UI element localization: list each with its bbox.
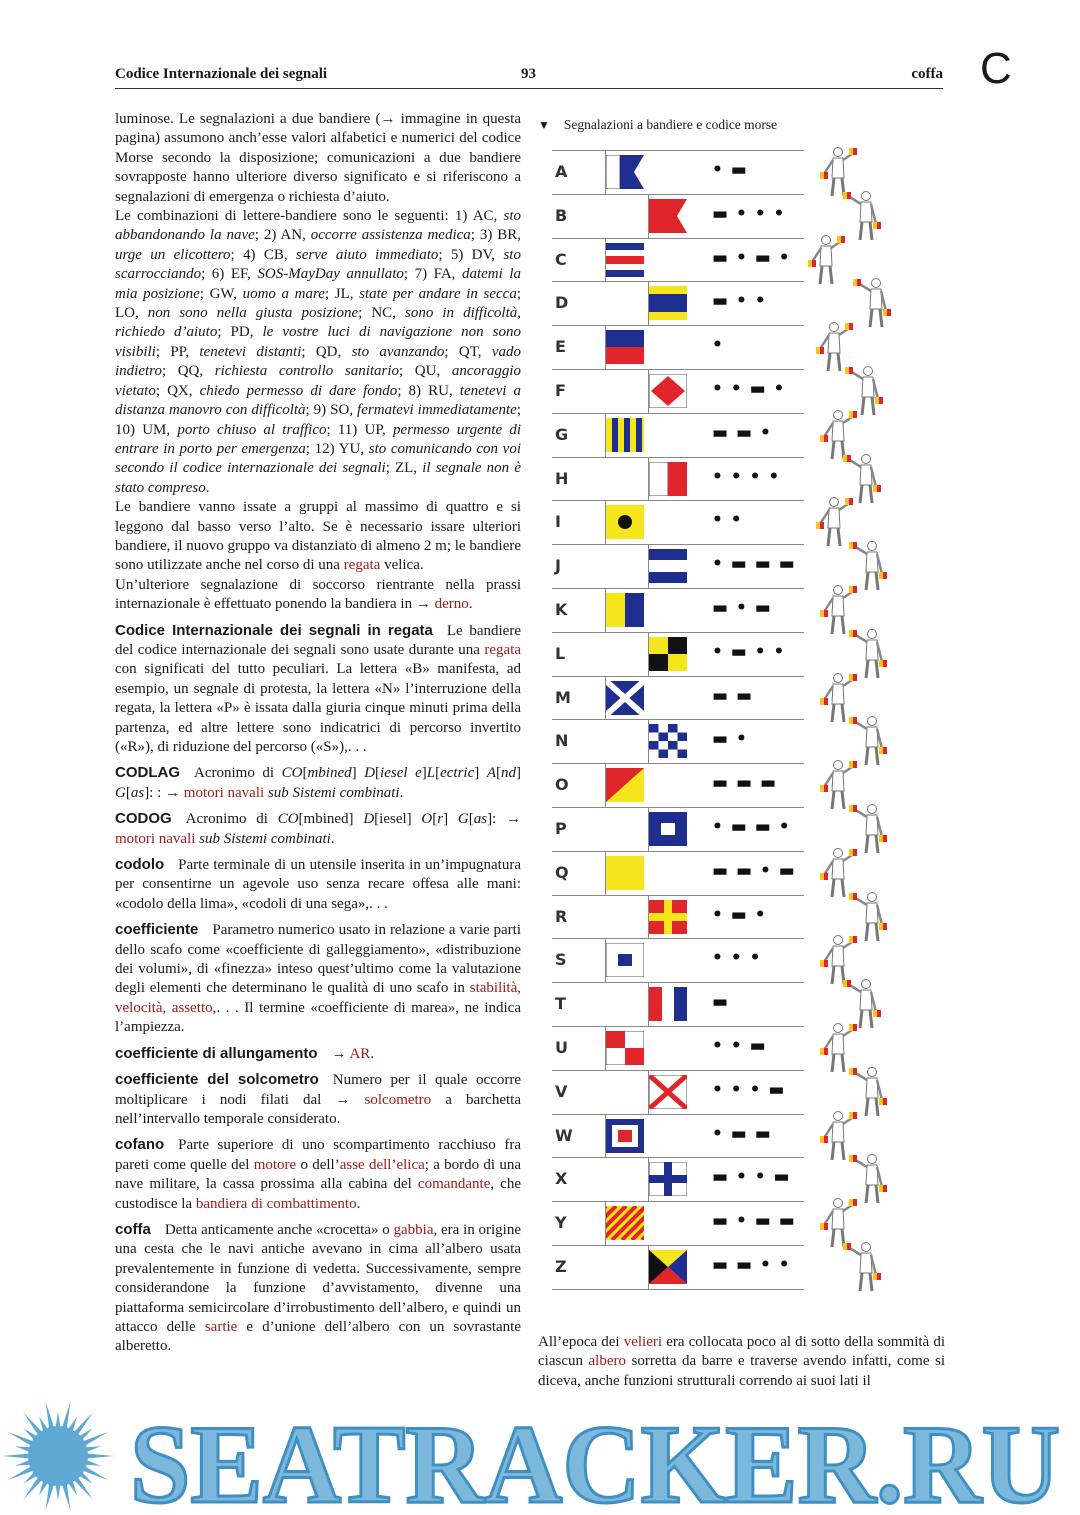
- italic-text: urge un elicottero: [115, 246, 231, 263]
- italic-text: porto chiuso al traffico: [177, 421, 327, 438]
- row-letter: N: [555, 731, 569, 751]
- italic-text: ancoraggio vietato: [115, 363, 521, 399]
- italic-text: as: [130, 784, 145, 801]
- signal-flag-q-icon: [606, 856, 644, 890]
- row-letter: B: [555, 205, 568, 225]
- italic-text: occorre assistenza medica: [310, 227, 471, 244]
- signal-flag-v-icon: [649, 1075, 687, 1109]
- signal-flag-p-icon: [649, 812, 687, 846]
- text: ; QT,: [444, 343, 492, 360]
- row-divider: [552, 1114, 804, 1115]
- semaphore-figure-icon: [802, 232, 850, 288]
- italic-text: D: [364, 765, 376, 782]
- text: con significati del tutto peculiari. La lettera «B» manifesta, ad esempio, un segnale di protesta, la lettera «N» l’interruzione della regata, la lettera «P» è issata dalla giuria cinque minuti prima della partenza, ed altre lettere sono indicatrici di percorso invertito («R»), di riduzione del percorso («S»),. . .: [115, 661, 521, 755]
- italic-text: vado indietro: [115, 343, 521, 380]
- morse-code: ▬ ▬ • •: [712, 1254, 791, 1275]
- caption-triangle-icon: ▼: [538, 118, 550, 132]
- italic-text: CO: [281, 765, 303, 782]
- dictionary-entry: [115, 1135, 521, 1214]
- row-divider: [552, 1245, 804, 1246]
- cross-reference-link[interactable]: derno: [434, 596, 469, 613]
- cross-reference-link[interactable]: comandante: [417, 1176, 491, 1193]
- dictionary-entry: [115, 855, 521, 914]
- row-letter: D: [555, 293, 569, 313]
- dictionary-entry: [115, 1070, 521, 1129]
- row-letter: U: [555, 1037, 568, 1057]
- signal-flag-f-icon: [649, 374, 687, 408]
- entry-headword: CODLAG: [115, 764, 180, 782]
- morse-code: • • ▬ •: [712, 378, 786, 399]
- morse-code: ▬ • ▬ ▬: [712, 1211, 796, 1232]
- text: [: [375, 765, 381, 782]
- dictionary-entry: [115, 621, 521, 758]
- row-letter: L: [555, 643, 566, 663]
- dictionary-entry: [115, 809, 521, 849]
- signal-flag-c-icon: [606, 243, 644, 277]
- italic-text: sono in difficoltà, richiedo d’aiuto: [115, 305, 521, 341]
- morse-code: ▬ • •: [712, 291, 767, 312]
- semaphore-figure-icon: [852, 275, 900, 331]
- italic-text: ectric: [440, 765, 475, 782]
- text: ; JL,: [324, 285, 360, 302]
- text: [: [302, 765, 308, 782]
- text: ]: [474, 765, 487, 782]
- row-letter: J: [555, 556, 561, 576]
- row-letter: G: [555, 424, 569, 444]
- row-divider: [552, 588, 804, 589]
- text: ; QQ,: [161, 363, 215, 380]
- cross-reference-link[interactable]: motori navali: [183, 784, 265, 801]
- row-letter: T: [555, 994, 566, 1014]
- text: ]: →: [487, 811, 521, 828]
- text: Acronimo di: [185, 811, 278, 828]
- morse-code: ▬: [712, 992, 730, 1013]
- header-entry-word: coffa: [911, 66, 943, 82]
- text: ; QU,: [399, 363, 452, 380]
- text: [: [125, 784, 131, 801]
- text: Le combinazioni di lettere-bandiere sono le seguenti: 1) AC,: [115, 208, 504, 225]
- morse-code: • • • •: [712, 466, 781, 487]
- row-letter: I: [555, 512, 561, 532]
- text: ; 10) UM,: [115, 402, 521, 438]
- entry-headword: CODOG: [115, 810, 172, 828]
- text: →: [331, 1045, 350, 1062]
- morse-code: • ▬ • •: [712, 641, 786, 662]
- italic-text: state per andare in secca: [359, 285, 517, 302]
- row-divider: [552, 1157, 804, 1158]
- italic-text: richiesta controllo sanitario: [214, 363, 400, 380]
- text: [: [468, 811, 474, 828]
- text: Parametro numerico usato in relazione a varie parti dello scafo come «coefficiente di galleggiamento», «distribuzione dei volumi», di «finezza» inteso quest’ultimo come la valutazione degli elementi che determinano le qualità di uno scafo in: [115, 922, 521, 997]
- morse-code: ▬ ▬: [712, 685, 754, 706]
- cross-reference-link[interactable]: sartie: [204, 1318, 238, 1335]
- text: [mbined]: [298, 811, 364, 828]
- italic-text: G: [457, 811, 469, 828]
- morse-code: • • •: [712, 948, 762, 969]
- text: ; NC,: [358, 305, 405, 322]
- row-divider: [552, 1289, 804, 1290]
- text: Un’ulteriore segnalazione di soccorso rientrante nella prassi internazionale è effettuato ponendo la bandiera in →: [115, 576, 521, 613]
- text: ; 7) FA,: [403, 266, 462, 283]
- italic-text: sto scarrocciando: [115, 246, 521, 283]
- text: .: [330, 830, 335, 847]
- signal-flag-u-icon: [606, 1031, 644, 1065]
- text: ; QD,: [301, 343, 352, 360]
- text: ; 6) EF,: [201, 266, 258, 283]
- text: ; PP,: [155, 343, 200, 360]
- italic-text: L: [426, 765, 436, 782]
- text: ; PD,: [217, 324, 263, 341]
- semaphore-figure-icon: [842, 1239, 890, 1295]
- text: ; 3) BR,: [470, 227, 521, 244]
- cross-reference-link[interactable]: stabilità, velocità, assetto: [115, 980, 521, 1016]
- text: era collocata poco al di sotto della sommità di ciascun: [538, 1334, 946, 1370]
- text: .: [205, 479, 210, 496]
- signal-flag-t-icon: [649, 987, 687, 1021]
- dictionary-entry: [115, 1220, 521, 1357]
- italic-text: tenetevi a distanza manovro con difficoltà: [115, 382, 522, 419]
- text: .: [468, 596, 473, 613]
- italic-text: tenetevi distanti: [199, 343, 302, 360]
- dictionary-entry: [115, 920, 521, 1037]
- morse-code: ▬ ▬ ▬: [712, 773, 778, 794]
- left-text-column: [115, 110, 521, 1357]
- text: All’epoca dei: [538, 1334, 624, 1350]
- watermark-text: SEATRACKER.RU: [130, 1403, 1060, 1515]
- text: ]: [351, 765, 365, 782]
- morse-code: • ▬ ▬ •: [712, 816, 791, 837]
- signal-flag-n-icon: [649, 724, 687, 758]
- italic-text: CO: [277, 811, 299, 828]
- italic-text: as: [473, 811, 488, 828]
- italic-text: sto comunicando con voi secondo il codice internazionale dei segnali: [115, 440, 521, 477]
- header-section-title: Codice Internazionale dei segnali: [115, 66, 328, 82]
- signal-flag-l-icon: [649, 637, 687, 671]
- row-divider: [552, 150, 804, 151]
- entry-headword: coefficiente: [115, 921, 199, 939]
- text: Parte terminale di un utensile inserita in un’impugnatura per consentirne un agevole uso senza recare offesa alle mani: «codolo della lima», «codoli di una sega»,. . .: [115, 857, 521, 912]
- text: ; 5) DV,: [438, 246, 504, 263]
- entry-headword: coefficiente di allungamento: [115, 1044, 318, 1062]
- text: ; 2) AN,: [254, 227, 311, 244]
- text: o dell’: [296, 1156, 340, 1173]
- signal-flag-a-icon: [606, 155, 644, 189]
- row-letter: O: [555, 775, 569, 795]
- row-divider: [552, 982, 804, 983]
- page-number: 93: [521, 66, 536, 82]
- row-divider: [552, 851, 804, 852]
- row-divider: [552, 1070, 804, 1071]
- text: sorretta da barre e traverse avendo infatti, come si diceva, anche funzioni strutturali correndo ai suoi lati il: [538, 1353, 945, 1389]
- row-divider: [552, 194, 804, 195]
- text: [iesel]: [374, 811, 422, 828]
- italic-text: sto avanzando: [351, 343, 445, 360]
- italic-text: G: [115, 784, 126, 801]
- morse-code: • • • ▬: [712, 1079, 786, 1100]
- paragraph: [538, 1333, 945, 1391]
- text: e d’unione dell’albero con un sovrastante alberetto.: [115, 1318, 521, 1355]
- row-divider: [552, 500, 804, 501]
- row-letter: P: [555, 818, 567, 838]
- row-divider: [552, 238, 804, 239]
- text: luminose. Le segnalazioni a due bandiere (→ immagine in questa pagina) assumono anch’esse valori alfabetici e numerici del codice Morse secondo la disposizione; comunicazioni a due bandiere sovrapposte hanno ulteriore diverso significato e si riferiscono a segnalazioni di emergenza o richiesta d’aiuto.: [115, 111, 521, 205]
- italic-text: SOS-MayDay annullato: [257, 266, 404, 283]
- paragraph: [115, 110, 521, 207]
- text: ; a bordo di una nave militare, la cassa prossima alla cabina del: [115, 1156, 521, 1193]
- cross-reference-link[interactable]: bandiera di combattimento: [195, 1195, 357, 1212]
- italic-text: O: [421, 811, 433, 828]
- text: ; 9) SO,: [305, 402, 358, 419]
- row-divider: [552, 544, 804, 545]
- signal-flag-k-icon: [606, 593, 644, 627]
- cross-reference-link[interactable]: regata: [484, 641, 521, 658]
- text: .: [356, 1195, 361, 1212]
- row-letter: X: [555, 1169, 568, 1189]
- signal-flag-e-icon: [606, 330, 644, 364]
- row-letter: K: [555, 599, 568, 619]
- entry-headword: coefficiente del solcometro: [115, 1071, 319, 1089]
- italic-text: sub Sistemi combinati: [195, 830, 331, 847]
- row-divider: [552, 807, 804, 808]
- sunburst-logo-icon: [2, 1401, 114, 1510]
- entry-headword: codolo: [115, 856, 165, 874]
- thumb-index-letter: C: [980, 44, 1012, 93]
- caption-text: Segnalazioni a bandiere e codice morse: [563, 117, 778, 132]
- cross-reference-link[interactable]: gabbia: [393, 1221, 434, 1238]
- text: ; LO,: [115, 285, 522, 322]
- italic-text: D: [363, 811, 375, 828]
- italic-text: datemi la mia posizione: [115, 266, 521, 302]
- morse-code: ▬ ▬ •: [712, 422, 772, 443]
- italic-text: r: [437, 811, 444, 828]
- morse-code: ▬ • ▬ •: [712, 247, 791, 268]
- text: ; GW,: [199, 285, 243, 302]
- cross-reference-link[interactable]: asse dell’elica: [339, 1156, 425, 1173]
- signal-flag-h-icon: [649, 462, 687, 496]
- row-divider: [552, 938, 804, 939]
- signal-flag-x-icon: [649, 1162, 687, 1196]
- text: ; 11) UP,: [326, 421, 393, 438]
- right-text-column: [538, 1333, 945, 1391]
- morse-code: ▬ ▬ • ▬: [712, 860, 796, 881]
- text: Le bandiere del codice internazionale dei segnali sono usate durante una: [115, 622, 521, 658]
- cross-reference-link[interactable]: AR: [349, 1045, 371, 1062]
- italic-text: permesso urgente di entrare in porto per emergenza: [115, 421, 522, 457]
- row-letter: Q: [555, 862, 569, 882]
- text: ; 8) RU,: [397, 382, 460, 399]
- morse-code: ▬ •: [712, 729, 748, 750]
- dictionary-entry: [115, 1044, 521, 1064]
- italic-text: mbined: [307, 765, 352, 782]
- flag-row-d: [552, 281, 912, 325]
- italic-text: il segnale non è stato compreso: [115, 460, 521, 496]
- morse-code: • ▬: [712, 160, 748, 180]
- cross-reference-link[interactable]: motori navali: [115, 830, 196, 847]
- morse-code: • ▬ ▬ ▬: [712, 554, 796, 575]
- text: ; QX,: [155, 382, 200, 399]
- paragraph: [115, 576, 521, 615]
- row-divider: [552, 1026, 804, 1027]
- row-letter: S: [555, 950, 567, 970]
- row-letter: E: [555, 337, 566, 357]
- text: .: [399, 784, 404, 801]
- row-divider: [552, 719, 804, 720]
- text: ; ZL,: [385, 460, 423, 477]
- row-divider: [552, 457, 804, 458]
- flag-row-h: [552, 457, 912, 501]
- text: Le bandiere vanno issate a gruppi al massimo di quattro e si leggono dal basso verso l’alto. Se è necessario issare ulteriori bandiere, il nuovo gruppo va distanziato di almeno 2 m; le bandiere sono utilizzate anche nel corso di una: [115, 499, 521, 574]
- text: [: [432, 811, 438, 828]
- text: , era in origine una cesta che le navi antiche avevano in cima all’albero usata prevalentemente in funzione di vedetta. Successivamente, sempre considerandone la funzione d’avvistamento, divenne una piattaforma semicircolare d’irrobustimento dell’albero, e quindi un attacco delle: [115, 1221, 521, 1335]
- row-letter: F: [555, 380, 566, 400]
- italic-text: serve aiuto immediato: [295, 246, 439, 263]
- italic-text: nd: [501, 765, 516, 782]
- signal-flag-j-icon: [649, 549, 687, 583]
- cross-reference-link[interactable]: motore: [253, 1156, 297, 1173]
- signal-flag-d-icon: [649, 286, 687, 320]
- signal-flag-g-icon: [606, 418, 644, 452]
- text: .: [370, 1045, 375, 1062]
- paragraph: [115, 498, 521, 576]
- italic-text: A: [486, 765, 496, 782]
- text: ; 4) CB,: [230, 246, 296, 263]
- signal-flag-o-icon: [606, 768, 644, 802]
- text: ]: [421, 765, 427, 782]
- watermark: [0, 1398, 1080, 1515]
- row-letter: Z: [555, 1256, 567, 1276]
- italic-text: iesel e: [380, 765, 422, 782]
- row-letter: W: [555, 1125, 573, 1145]
- row-divider: [552, 632, 804, 633]
- text: ,. . . Il termine «coefficiente di marea», ne indica l’ampiezza.: [115, 999, 521, 1036]
- morse-code: • •: [712, 510, 743, 531]
- signal-flag-i-icon: [606, 505, 644, 539]
- row-divider: [552, 895, 804, 896]
- signal-flag-m-icon: [606, 681, 644, 715]
- row-divider: [552, 676, 804, 677]
- morse-code: • • ▬: [712, 1035, 767, 1056]
- signal-flag-r-icon: [649, 900, 687, 934]
- text: Detta anticamente anche «crocetta» o: [164, 1221, 394, 1238]
- morse-code: • ▬ ▬: [712, 1123, 772, 1144]
- morse-code: ▬ • ▬: [712, 597, 772, 618]
- entry-headword: Codice Internazionale dei segnali in regata: [115, 621, 433, 639]
- row-divider: [552, 369, 804, 370]
- cross-reference-link[interactable]: regata: [343, 557, 381, 574]
- morse-code: •: [712, 335, 724, 356]
- row-letter: H: [555, 468, 569, 488]
- cross-reference-link[interactable]: velieri: [623, 1334, 663, 1350]
- italic-text: non sono nella giusta posizione: [147, 305, 359, 322]
- row-letter: M: [555, 687, 571, 707]
- morse-code: ▬ • • •: [712, 203, 786, 224]
- row-letter: R: [555, 906, 568, 926]
- cross-reference-link[interactable]: albero: [588, 1353, 626, 1370]
- text: ]: [443, 811, 458, 828]
- running-header: [115, 64, 943, 89]
- row-letter: C: [555, 249, 567, 269]
- text: velica.: [380, 557, 424, 574]
- italic-text: sto abbandonando la nave: [115, 208, 521, 244]
- entry-headword: cofano: [115, 1136, 165, 1154]
- row-divider: [552, 763, 804, 764]
- signal-flag-y-icon: [606, 1206, 644, 1240]
- flag-row-z: [552, 1245, 912, 1289]
- italic-text: le vostre luci di navigazione non sono visibili: [115, 324, 522, 360]
- text: a barchetta nell’intervallo temporale considerato.: [115, 1091, 521, 1127]
- row-letter: Y: [555, 1213, 567, 1233]
- signal-flag-s-icon: [606, 943, 644, 977]
- paragraph: [115, 207, 521, 498]
- text: [: [435, 765, 441, 782]
- text: ; 12) YU,: [305, 440, 369, 457]
- dictionary-entry: [115, 763, 521, 803]
- figure-caption: [538, 117, 777, 133]
- row-divider: [552, 281, 804, 282]
- text: Numero per il quale occorre moltiplicare i nodi filati dal →: [115, 1072, 521, 1108]
- morse-code: • ▬ •: [712, 904, 767, 925]
- text: Acronimo di: [194, 765, 282, 782]
- text: ]: : →: [144, 784, 184, 801]
- italic-text: chiedo permesso di dare fondo: [199, 382, 398, 399]
- text: , che custodisce la: [115, 1176, 521, 1212]
- italic-text: uomo a mare: [242, 285, 325, 302]
- italic-text: fermatevi immediatamente: [357, 402, 517, 419]
- italic-text: sub Sistemi combinati: [264, 784, 400, 801]
- row-letter: V: [555, 1081, 568, 1101]
- entry-headword: coffa: [115, 1220, 151, 1238]
- text: [: [496, 765, 501, 782]
- row-divider: [552, 1201, 804, 1202]
- signal-flag-b-icon: [649, 199, 687, 233]
- row-divider: [552, 413, 804, 414]
- row-divider: [552, 325, 804, 326]
- text: Parte superiore di uno scompartimento racchiuso fra pareti come quelle del: [115, 1137, 521, 1173]
- signal-flag-z-icon: [649, 1250, 687, 1284]
- row-letter: A: [555, 162, 568, 181]
- morse-code: ▬ • • ▬: [712, 1167, 791, 1188]
- flag-row-b: [552, 194, 912, 238]
- signal-flag-w-icon: [606, 1119, 644, 1153]
- text: ]: [516, 765, 521, 782]
- flag-signal-table: [552, 150, 912, 1289]
- cross-reference-link[interactable]: solcometro: [364, 1091, 432, 1108]
